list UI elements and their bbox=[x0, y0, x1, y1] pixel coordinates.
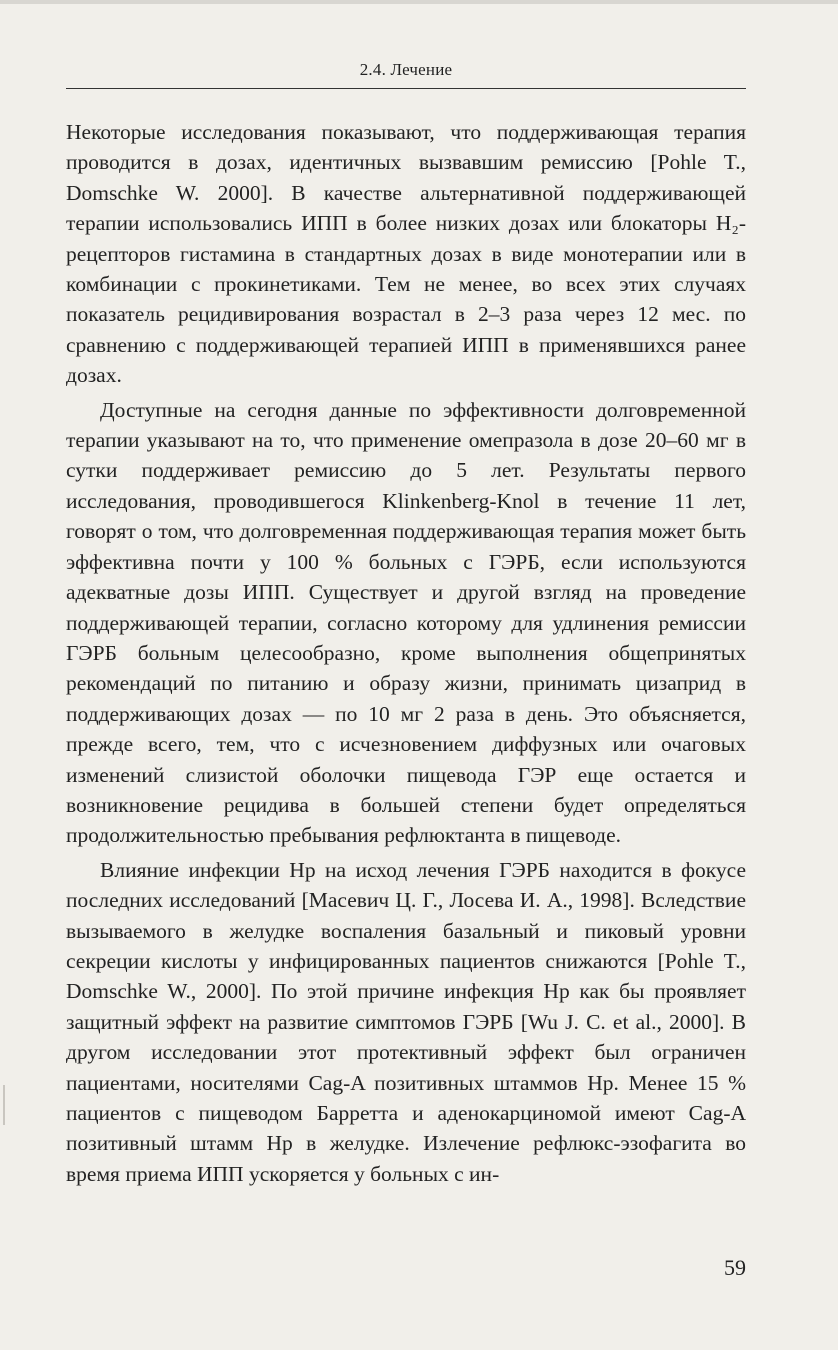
header-rule bbox=[66, 88, 746, 89]
page-number: 59 bbox=[724, 1255, 746, 1280]
paragraph-1: Некоторые исследования показывают, что поддерживающая терапия проводится в дозах, идентичных вызвавшим ремиссию [Pohle T., Domschke W. 2000]. В качестве альтернативной поддерживающей терапии использовались ИПП в более низких дозах или блокаторы H₂-рецепторов гистамина в стандартных дозах в виде монотерапии или в комбинации с прокинетиками. Тем не менее, во всех этих случаях показатель рецидивирования возрастал в 2–3 раза через 12 мес. по сравнению с поддерживающей терапией ИПП в применявшихся ранее дозах. bbox=[66, 120, 746, 388]
scan-artifact bbox=[3, 1085, 5, 1125]
scan-top-edge bbox=[0, 0, 838, 4]
body-text bbox=[66, 117, 746, 1189]
paragraph-2: Доступные на сегодня данные по эффективности долговременной терапии указывают на то, что применение омепразола в дозе 20–60 мг в сутки поддерживает ремиссию до 5 лет. Результаты первого исследования, проводившегося Klinkenberg-Knol в течение 11 лет, говорят о том, что долговременная поддерживающая терапия может быть эффективна почти у 100 % больных с ГЭРБ, если используются адекватные дозы ИПП. Существует и другой взгляд на проведение поддерживающей терапии, согласно которому для удлинения ремиссии ГЭРБ больным целесообразно, кроме выполнения общепринятых рекомендаций по питанию и образу жизни, принимать цизаприд в поддерживающих дозах — по 10 мг 2 раза в день. Это объясняется, прежде всего, тем, что с исчезновением диффузных или очаговых изменений слизистой оболочки пищевода ГЭР еще остается и возникновение рецидива в большей степени будет определяться продолжительностью пребывания рефлюктанта в пищеводе. bbox=[66, 397, 746, 848]
paragraph-3: Влияние инфекции Hp на исход лечения ГЭРБ находится в фокусе последних исследований [Масевич Ц. Г., Лосева И. А., 1998]. Вследствие вызываемого в желудке воспаления базальный и пиковый уровни секреции кислоты у инфицированных пациентов снижаются [Pohle T., Domschke W., 2000]. По этой причине инфекция Hp как бы проявляет защитный эффект на развитие симптомов ГЭРБ [Wu J. C. et al., 2000]. В другом исследовании этот протективный эффект был ограничен пациентами, носителями Cag-A позитивных штаммов Hp. Менее 15 % пациентов с пищеводом Барретта и аденокарциномой имеют Cag-A позитивный штамм Hp в желудке. Излечение рефлюкс-эзофагита во время приема ИПП ускоряется у больных с ин- bbox=[66, 857, 746, 1186]
running-header: 2.4. Лечение bbox=[359, 60, 453, 79]
